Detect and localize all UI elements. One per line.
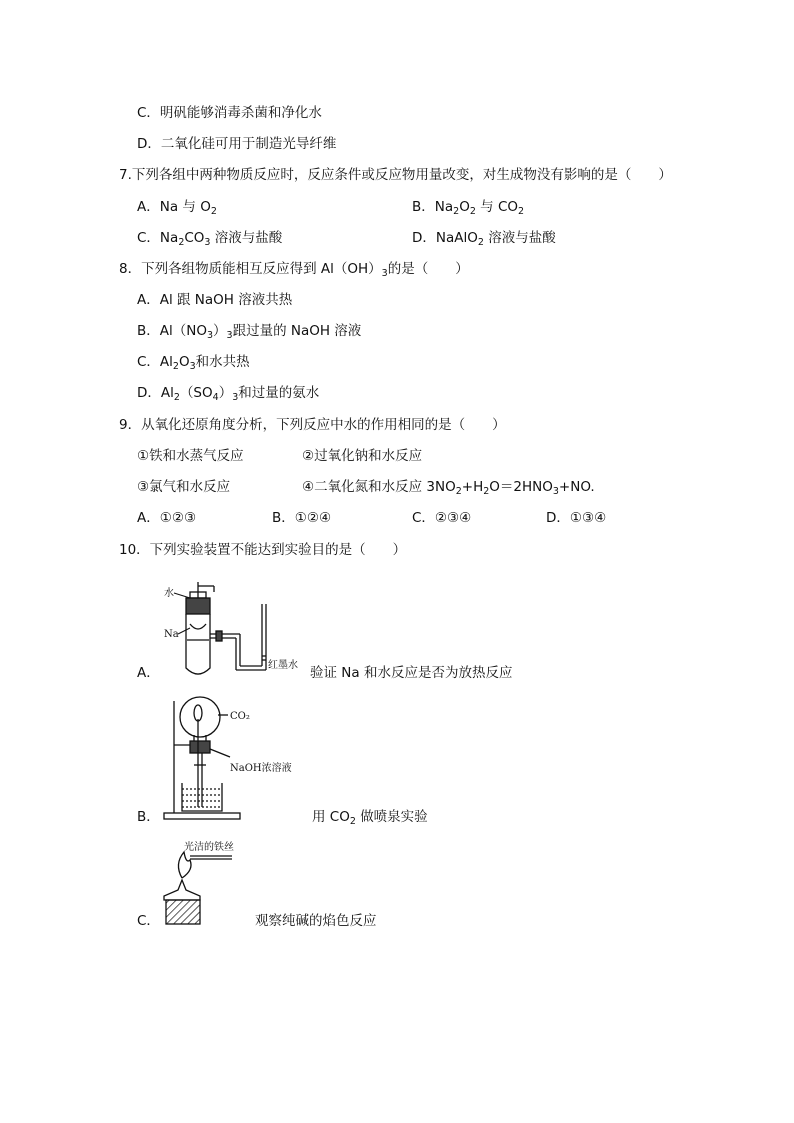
question-7: 7.下列各组中两种物质反应时，反应条件或反应物用量改变，对生成物没有影响的是（ ） <box>119 167 672 183</box>
option-10c-text: 观察纯碱的焰色反应 <box>255 913 377 929</box>
option-7a: A．Na 与 $O_2$ <box>137 199 217 217</box>
label-na: Na <box>164 629 179 640</box>
reaction-4: ④二氧化氮和水反应 $3NO_2+H_2O=2HNO_3+NO$. <box>302 479 595 497</box>
option-9c: C．②③④ <box>412 510 472 526</box>
option-6c: C．明矾能够消毒杀菌和净化水 <box>137 105 322 121</box>
option-7d: D．NaAlO$_2$ 溶液与盐酸 <box>412 230 556 248</box>
option-10a-label: A． <box>137 665 160 681</box>
reaction-3: ③氯气和水反应 <box>137 479 231 495</box>
option-9a: A．①②③ <box>137 510 197 526</box>
option-8c: C．$Al_2O_3$和水共热 <box>137 354 250 372</box>
apparatus-b-figure <box>160 695 310 825</box>
option-9d: D．①③④ <box>546 510 607 526</box>
option-7b: B．$Na_2O_2$ 与 $CO_2$ <box>412 199 525 217</box>
question-8: 8．下列各组物质能相互反应得到 $Al(OH)_3$的是（ ） <box>119 261 469 279</box>
reaction-2: ②过氧化钠和水反应 <box>302 448 423 464</box>
apparatus-a-figure <box>160 578 320 682</box>
label-iron-wire: 光洁的铁丝 <box>184 842 234 853</box>
label-red-ink: 红墨水 <box>268 660 298 671</box>
option-8a: A．Al 跟 NaOH 溶液共热 <box>137 292 293 308</box>
option-10b-label: B． <box>137 809 160 825</box>
option-9b: B．①②④ <box>272 510 332 526</box>
label-co2: CO₂ <box>230 711 250 722</box>
option-8b: B．$Al(NO_3)_3$跟过量的 NaOH 溶液 <box>137 323 362 341</box>
option-6d: D．二氧化硅可用于制造光导纤维 <box>137 136 337 152</box>
question-9: 9．从氧化还原角度分析，下列反应中水的作用相同的是（ ） <box>119 417 506 433</box>
label-water: 水 <box>164 588 174 599</box>
option-7c: C．$Na_2CO_3$ 溶液与盐酸 <box>137 230 283 248</box>
option-8d: D．$Al_2(SO_4)_3$和过量的氨水 <box>137 385 320 403</box>
option-10c-label: C． <box>137 913 160 929</box>
label-naoh: NaOH浓溶液 <box>230 763 292 774</box>
option-10b-text: 用 $CO_2$ 做喷泉实验 <box>312 809 428 827</box>
option-10a-text: 验证 Na 和水反应是否为放热反应 <box>310 665 513 681</box>
reaction-1: ①铁和水蒸气反应 <box>137 448 244 464</box>
question-10: 10．下列实验装置不能达到实验目的是（ ） <box>119 542 407 558</box>
